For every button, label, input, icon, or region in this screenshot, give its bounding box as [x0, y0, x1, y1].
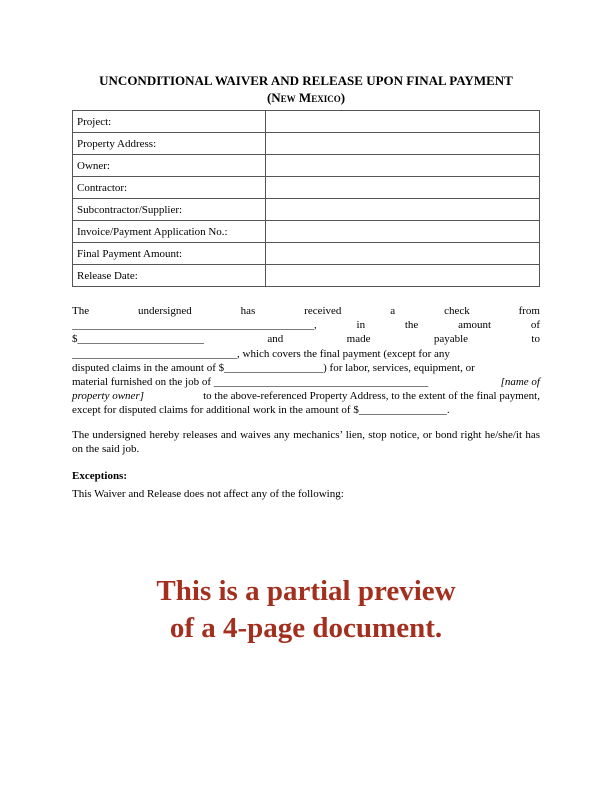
owner-field[interactable] [266, 155, 540, 177]
preview-notice [0, 573, 612, 647]
word: undersigned [137, 305, 192, 317]
preview-line: This is a partial preview [156, 575, 456, 607]
paragraph-line [72, 375, 540, 389]
document-subtitle [0, 90, 612, 106]
word: the [404, 319, 419, 332]
project-field[interactable] [266, 111, 540, 133]
invoice-field[interactable] [266, 221, 540, 243]
table-row [73, 111, 540, 133]
table-row [73, 155, 540, 177]
table-row [73, 199, 540, 221]
contractor-field[interactable] [266, 177, 540, 199]
subtitle-text: (New Mexico) [266, 90, 346, 105]
preview-line: of a 4-page document. [169, 612, 443, 644]
word: and [267, 333, 284, 346]
paragraph-line [72, 332, 540, 346]
amount-blank[interactable]: $_______________________ [72, 333, 204, 346]
paragraph-line: disputed claims in the amount of $__________________) for labor, services, equipment, or [72, 361, 475, 374]
table-row [73, 133, 540, 155]
table-row [73, 243, 540, 265]
word: a [390, 305, 396, 317]
exceptions-text: This Waiver and Release does not affect any of the following: [72, 488, 344, 500]
release-date-label: Release Date: [73, 265, 266, 287]
paragraph-line [72, 318, 540, 332]
word: made [346, 333, 371, 346]
property-address-label: Property Address: [73, 133, 266, 155]
release-paragraph: The undersigned hereby releases and waives any mechanics’ lien, stop notice, or bond right he/she/it has on the said job. [72, 429, 540, 456]
paragraph-line: except for disputed claims for additional work in the amount of $________________. [72, 404, 450, 417]
owner-label: Owner: [73, 155, 266, 177]
paragraph-line [72, 389, 540, 403]
word: amount [458, 319, 492, 332]
word: The [72, 305, 90, 317]
info-table [72, 110, 540, 287]
line-text: to the above-referenced Property Address, to the extent of the final payment, [203, 390, 540, 403]
table-row [73, 265, 540, 287]
invoice-label: Invoice/Payment Application No.: [73, 221, 266, 243]
word: to [531, 333, 540, 346]
word: in [356, 319, 366, 332]
word: has [240, 305, 256, 317]
word: check [444, 305, 470, 317]
project-label: Project: [73, 111, 266, 133]
word: from [518, 305, 540, 317]
waiver-paragraph [72, 304, 540, 418]
owner-hint: [name of [500, 376, 540, 389]
payer-blank[interactable]: ____________________________________________, [72, 319, 317, 332]
word: payable [433, 333, 469, 346]
property-address-field[interactable] [266, 133, 540, 155]
paragraph-line [72, 304, 540, 318]
subcontractor-field[interactable] [266, 199, 540, 221]
exceptions-heading: Exceptions: [72, 470, 127, 482]
paragraph-line: ______________________________, which covers the final payment (except for any [72, 347, 450, 360]
contractor-label: Contractor: [73, 177, 266, 199]
word: received [304, 305, 342, 317]
release-date-field[interactable] [266, 265, 540, 287]
job-blank: material furnished on the job of _______________________________________ [72, 376, 429, 389]
document-title: UNCONDITIONAL WAIVER AND RELEASE UPON FINAL PAYMENT [99, 73, 513, 88]
word: of [530, 319, 540, 332]
final-payment-field[interactable] [266, 243, 540, 265]
table-row [73, 221, 540, 243]
subcontractor-label: Subcontractor/Supplier: [73, 199, 266, 221]
table-row [73, 177, 540, 199]
owner-hint: property owner] [72, 390, 145, 403]
final-payment-label: Final Payment Amount: [73, 243, 266, 265]
